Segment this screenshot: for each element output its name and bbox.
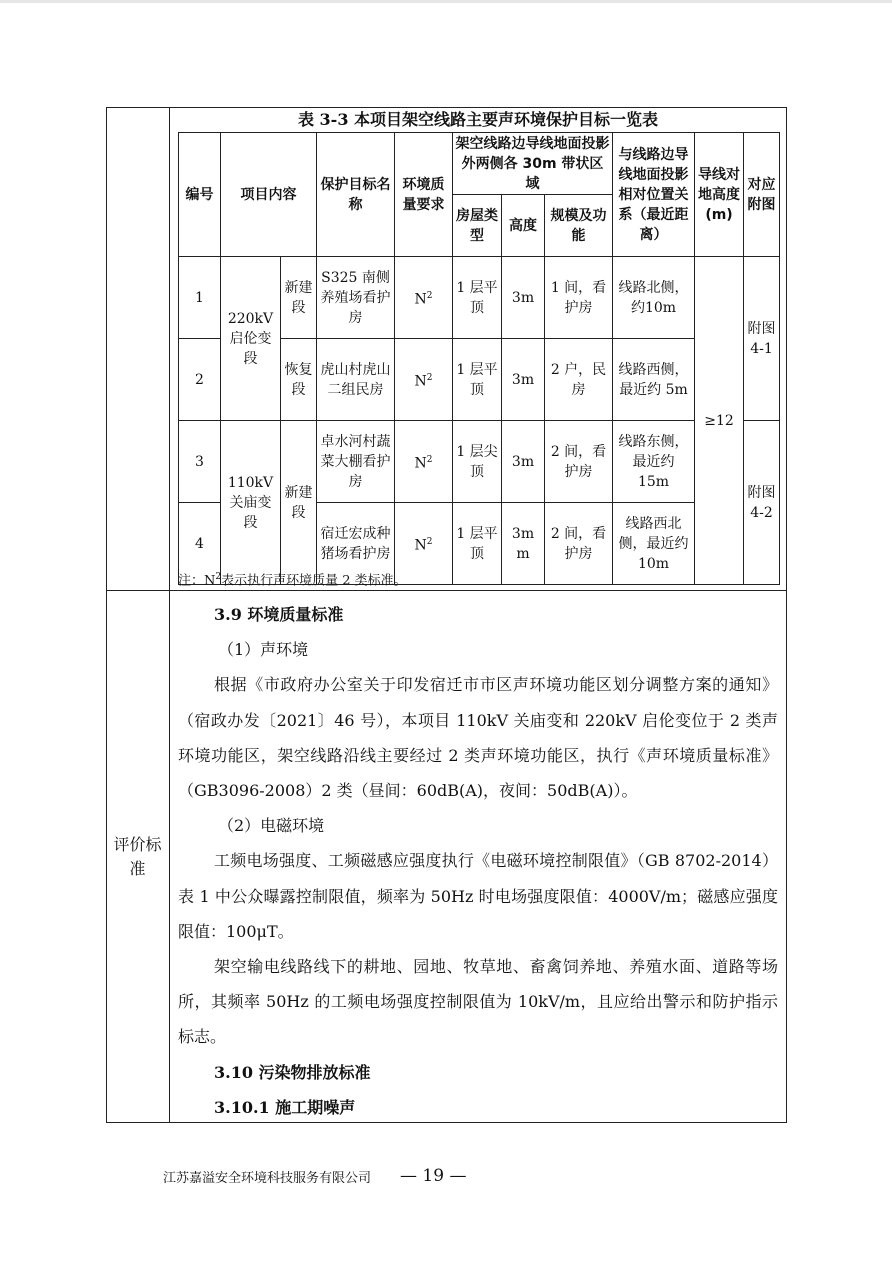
cell-house: 1 层平顶 xyxy=(453,257,502,339)
cell-no: 4 xyxy=(179,503,221,585)
cell-target: 虎山村虎山二组民房 xyxy=(317,339,395,421)
cell-scale: 1 间，看护房 xyxy=(545,257,613,339)
cell-relation: 线路西北侧，最近约 10m xyxy=(613,503,695,585)
cell-figure: 附图4-1 xyxy=(744,257,780,421)
cell-requirement xyxy=(395,257,453,339)
cell-scale: 2 间，看护房 xyxy=(545,421,613,503)
subheading-noise: （1）声环境 xyxy=(218,640,309,660)
cell-height: 3m xyxy=(502,257,545,339)
req-sup: 2 xyxy=(426,454,433,465)
header-house-type: 房屋类型 xyxy=(453,195,502,257)
note-prefix: 注：N xyxy=(178,573,216,589)
cell-no: 3 xyxy=(179,421,221,503)
header-requirement: 环境质量要求 xyxy=(395,133,453,257)
paragraph-overhead: 架空输电线路线下的耕地、园地、牧草地、畜禽饲养地、养殖水面、道路等场所，其频率 50Hz 的工频电场强度控制限值为 10kV/m，且应给出警示和防护指示标志。 xyxy=(178,957,778,1047)
req-text: N xyxy=(414,373,427,390)
cell-section: 恢复段 xyxy=(281,339,317,421)
footer-company: 江苏嘉溢安全环境科技服务有限公司 xyxy=(163,1171,372,1186)
req-text: N xyxy=(414,537,427,554)
cell-height: 3m m xyxy=(502,503,545,585)
cell-wire-height: ≥12 xyxy=(695,257,744,585)
cell-section: 新建段 xyxy=(281,257,317,339)
cell-requirement xyxy=(395,339,453,421)
cell-target: 宿迁宏成种猪场看护房 xyxy=(317,503,395,585)
cell-no: 2 xyxy=(179,339,221,421)
note-sup: 2 xyxy=(215,572,222,582)
table-row xyxy=(179,421,780,503)
cell-group: 220kV 启伦变段 xyxy=(221,257,281,421)
header-target: 保护目标名称 xyxy=(317,133,395,257)
cell-relation: 线路西侧，最近约 5m xyxy=(613,339,695,421)
subheading-em: （2）电磁环境 xyxy=(218,816,325,836)
table-row xyxy=(179,257,780,339)
paragraph-em: 工频电场强度、工频磁感应强度执行《电磁环境控制限值》（GB 8702-2014）表 1 中公众曝露控制限值，频率为 50Hz 时电场强度限值：4000V/m；磁感应强度限值：100μT。 xyxy=(178,851,778,941)
req-sup: 2 xyxy=(426,372,433,383)
header-wire-height: 导线对地高度(m) xyxy=(695,133,744,257)
heading-3-10-1: 3.10.1 施工期噪声 xyxy=(214,1097,356,1117)
cell-house: 1 层尖顶 xyxy=(453,421,502,503)
cell-relation: 线路东侧，最近约 15m xyxy=(613,421,695,503)
cell-no: 1 xyxy=(179,257,221,339)
req-text: N xyxy=(414,455,427,472)
header-relation: 与线路边导线地面投影相对位置关系（最近距离） xyxy=(613,133,695,257)
frame-divider-vertical xyxy=(169,107,170,1123)
cell-height: 3m xyxy=(502,339,545,421)
standards-section xyxy=(178,597,778,1125)
cell-section: 新建段 xyxy=(281,421,317,585)
cell-target: 卓水河村蔬菜大棚看护房 xyxy=(317,421,395,503)
req-text: N xyxy=(414,291,427,308)
heading-3-10: 3.10 污染物排放标准 xyxy=(214,1062,371,1082)
heading-3-9: 3.9 环境质量标准 xyxy=(214,605,344,624)
cell-house: 1 层平顶 xyxy=(453,503,502,585)
cell-target: S325 南侧养殖场看护房 xyxy=(317,257,395,339)
table-caption: 表 3-3 本项目架空线路主要声环境保护目标一览表 xyxy=(297,110,659,129)
cell-figure: 附图4-2 xyxy=(744,421,780,585)
req-sup: 2 xyxy=(426,290,433,301)
cell-scale: 2 间，看护房 xyxy=(545,503,613,585)
cell-house: 1 层平顶 xyxy=(453,339,502,421)
header-project: 项目内容 xyxy=(221,133,317,257)
protection-target-table xyxy=(178,132,780,585)
table-note xyxy=(178,568,407,590)
note-suffix: 表示执行声环境质量 2 类标准。 xyxy=(221,573,407,589)
cell-requirement xyxy=(395,421,453,503)
header-height: 高度 xyxy=(502,195,545,257)
header-figure: 对应附图 xyxy=(744,133,780,257)
req-sup: 2 xyxy=(426,536,433,547)
cell-relation: 线路北侧，约10m xyxy=(613,257,695,339)
cell-group: 110kV 关庙变段 xyxy=(221,421,281,585)
header-no: 编号 xyxy=(179,133,221,257)
paragraph-noise: 根据《市政府办公室关于印发宿迁市市区声环境功能区划分调整方案的通知》（宿政办发〔2021〕46 号），本项目 110kV 关庙变和 220kV 启伦变位于 2 类声环境功能区，架空线路沿线主要经过 2 类声环境功能区，执行《声环境质量标准》（GB3096-2008）2 类（昼间：60dB(A)，夜间：50dB(A)）。 xyxy=(178,675,778,801)
top-edge-line xyxy=(0,0,892,3)
page-number: — 19 — xyxy=(400,1166,467,1186)
cell-scale: 2 户，民房 xyxy=(545,339,613,421)
header-scale: 规模及功能 xyxy=(545,195,613,257)
side-label: 评价标准 xyxy=(113,835,162,878)
cell-height: 3m xyxy=(502,421,545,503)
header-zone-group: 架空线路边导线地面投影外两侧各 30m 带状区域 xyxy=(453,133,613,195)
